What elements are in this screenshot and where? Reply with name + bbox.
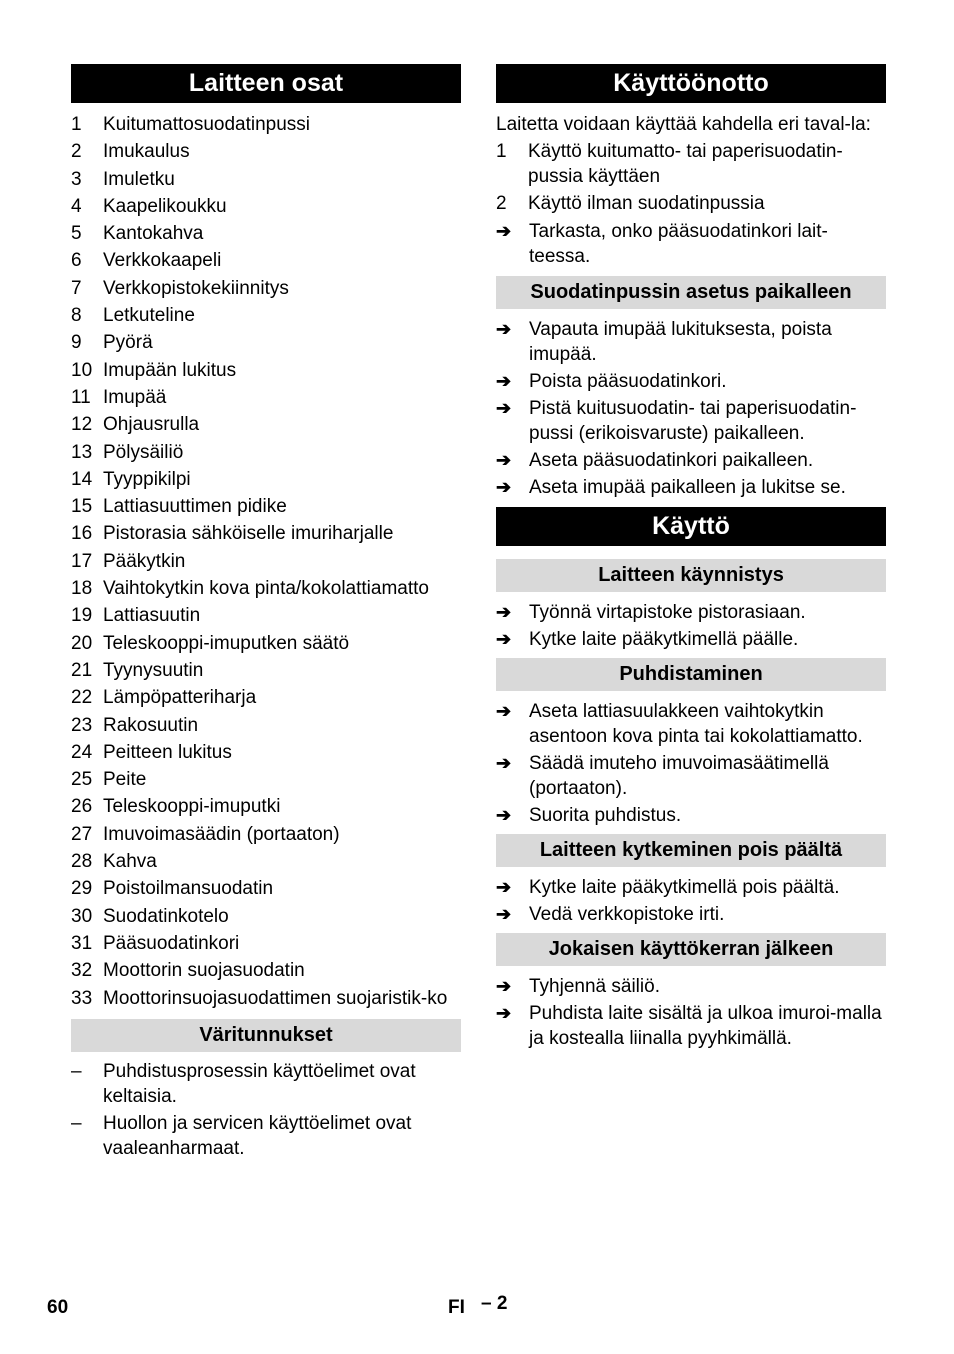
arrow-icon: ➔ [496, 804, 512, 825]
part-item [71, 276, 461, 301]
item-number: 19 [71, 605, 93, 627]
part-item [71, 303, 461, 328]
item-text: Kantokahva [103, 223, 204, 245]
item-number: 28 [71, 851, 93, 873]
item-number: 24 [71, 741, 93, 763]
item-text: Pölysäiliö [103, 441, 184, 463]
part-item [71, 412, 461, 437]
part-item [71, 713, 461, 738]
arrow-icon: ➔ [496, 903, 512, 924]
after-steps-list [496, 974, 886, 1051]
item-text: Puhdista laite sisältä ja ulkoa imuroi-malla ja kostealla liinalla pyyhkimällä. [529, 1002, 882, 1049]
item-text: Imukaulus [103, 141, 190, 163]
step-item [496, 369, 886, 394]
item-text: Työnnä virtapistoke pistorasiaan. [529, 601, 806, 623]
step-item [496, 902, 886, 927]
item-number: 8 [71, 305, 82, 327]
modes-list [496, 139, 886, 216]
step-item [496, 396, 886, 446]
step-item [496, 219, 886, 269]
item-text: Tyynysuutin [103, 659, 204, 681]
part-item [71, 385, 461, 410]
step-item [496, 751, 886, 801]
item-number: 26 [71, 796, 93, 818]
item-text: Aseta imupää paikalleen ja lukitse se. [529, 476, 846, 498]
item-text: Teleskooppi-imuputken säätö [103, 632, 350, 654]
step-item [496, 974, 886, 999]
part-item [71, 931, 461, 956]
check-list [496, 219, 886, 269]
item-number: 30 [71, 905, 93, 927]
item-text: Kytke laite pääkytkimellä pois päältä. [529, 876, 840, 898]
arrow-icon: ➔ [496, 628, 512, 649]
item-text: Puhdistusprosessin käyttöelimet ovat keltaisia. [103, 1060, 416, 1107]
part-item [71, 248, 461, 273]
arrow-icon: ➔ [496, 397, 512, 418]
item-text: Peitteen lukitus [103, 741, 232, 763]
part-item [71, 330, 461, 355]
step-item [496, 875, 886, 900]
item-text: Teleskooppi-imuputki [103, 796, 281, 818]
item-text: Vaihtokytkin kova pinta/kokolattiamatto [103, 578, 429, 600]
part-item [71, 467, 461, 492]
item-text: Ohjausrulla [103, 414, 200, 436]
arrow-icon: ➔ [496, 876, 512, 897]
item-text: Lattiasuuttimen pidike [103, 496, 287, 518]
item-text: Suorita puhdistus. [529, 804, 682, 826]
item-number: 17 [71, 550, 93, 572]
part-item [71, 740, 461, 765]
step-item [496, 1001, 886, 1051]
item-text: Kuitumattosuodatinpussi [103, 114, 311, 135]
item-number: 18 [71, 578, 93, 600]
item-text: Imupää [103, 386, 167, 408]
right-column [496, 64, 886, 1053]
part-item [71, 685, 461, 710]
section-title-startup: Käyttöönotto [496, 64, 886, 103]
arrow-icon: ➔ [496, 700, 512, 721]
item-text: Käyttö kuitumatto- tai paperisuodatin-pussia käyttäen [528, 141, 843, 187]
item-text: Pistä kuitusuodatin- tai paperisuodatin-pussi (erikoisvaruste) paikalleen. [529, 397, 857, 444]
item-number: 33 [71, 987, 93, 1009]
item-text: Huollon ja servicen käyttöelimet ovat vaaleanharmaat. [103, 1112, 412, 1159]
arrow-icon: ➔ [496, 476, 512, 497]
item-number: 22 [71, 687, 93, 709]
item-text: Vedä verkkopistoke irti. [529, 903, 725, 925]
item-text: Kahva [103, 851, 157, 873]
item-text: Peite [103, 769, 147, 791]
arrow-icon: ➔ [496, 370, 512, 391]
item-text: Imuvoimasäädin (portaaton) [103, 823, 340, 845]
arrow-icon: ➔ [496, 1002, 512, 1023]
step-item [496, 317, 886, 367]
part-item [71, 904, 461, 929]
step-item [496, 803, 886, 828]
item-number: 12 [71, 414, 93, 436]
part-item [71, 876, 461, 901]
item-number: 20 [71, 632, 93, 654]
left-column [71, 64, 461, 1163]
item-text: Kytke laite pääkytkimellä päälle. [529, 628, 799, 650]
part-item [71, 549, 461, 574]
item-text: Aseta lattiasuulakkeen vaihtokytkin asentoon kova pinta tai kokolattiamatto. [529, 700, 863, 747]
part-item [71, 358, 461, 383]
item-number: 23 [71, 714, 93, 736]
language-code: FI [448, 1297, 465, 1318]
step-item [496, 448, 886, 473]
arrow-icon: ➔ [496, 449, 512, 470]
mode-item [496, 139, 886, 189]
arrow-icon: ➔ [496, 975, 512, 996]
item-number: 14 [71, 468, 93, 490]
color-code-item [71, 1059, 461, 1109]
part-item [71, 167, 461, 192]
section-title-colors: Väritunnukset [71, 1019, 461, 1052]
section-title-off: Laitteen kytkeminen pois päältä [496, 834, 886, 867]
part-item [71, 849, 461, 874]
item-text: Tyyppikilpi [103, 468, 191, 490]
item-text: Verkkopistokekiinnitys [103, 277, 289, 299]
step-item [496, 475, 886, 500]
start-steps-list [496, 600, 886, 652]
section-title-operation: Käyttö [496, 507, 886, 546]
startup-intro: Laitetta voidaan käyttää kahdella eri taval-la: [496, 114, 871, 135]
clean-steps-list [496, 699, 886, 828]
part-item [71, 521, 461, 546]
item-number: 29 [71, 878, 93, 900]
item-number: 5 [71, 223, 82, 245]
item-text: Tarkasta, onko pääsuodatinkori lait-teessa. [529, 220, 828, 267]
item-number: 2 [71, 141, 82, 163]
item-number: 1 [71, 114, 82, 135]
sub-page-number: – 2 [481, 1293, 508, 1314]
step-item [496, 600, 886, 625]
part-item [71, 767, 461, 792]
step-item [496, 627, 886, 652]
arrow-icon: ➔ [496, 752, 512, 773]
item-text: Letkuteline [103, 305, 195, 327]
item-text: Verkkokaapeli [103, 250, 222, 272]
section-title-parts: Laitteen osat [71, 64, 461, 103]
item-text: Vapauta imupää lukituksesta, poista imupää. [529, 318, 832, 365]
part-item [71, 494, 461, 519]
part-item [71, 576, 461, 601]
item-number: 3 [71, 168, 82, 190]
off-steps-list [496, 875, 886, 927]
part-item [71, 958, 461, 983]
arrow-icon: ➔ [496, 318, 512, 339]
section-title-clean: Puhdistaminen [496, 658, 886, 691]
item-text: Tyhjennä säiliö. [529, 975, 660, 997]
step-item [496, 699, 886, 749]
item-number: 21 [71, 659, 93, 681]
item-text: Poistoilmansuodatin [103, 878, 274, 900]
item-text: Pyörä [103, 332, 153, 354]
item-number: 15 [71, 496, 93, 518]
item-text: Rakosuutin [103, 714, 199, 736]
section-title-start: Laitteen käynnistys [496, 559, 886, 592]
page-number: 60 [47, 1297, 69, 1318]
part-item [71, 631, 461, 656]
item-number: 7 [71, 277, 82, 299]
item-number: 27 [71, 823, 93, 845]
color-code-item [71, 1111, 461, 1161]
part-item [71, 603, 461, 628]
item-text: Käyttö ilman suodatinpussia [528, 193, 765, 215]
arrow-icon: ➔ [496, 220, 512, 241]
item-number: 6 [71, 250, 82, 272]
item-text: Lämpöpatteriharja [103, 687, 257, 709]
parts-list [71, 112, 461, 1011]
dash-marker: – [71, 1060, 82, 1082]
item-number: 16 [71, 523, 93, 545]
bag-steps-list [496, 317, 886, 500]
mode-item [496, 191, 886, 216]
item-number: 10 [71, 359, 93, 381]
item-text: Lattiasuutin [103, 605, 201, 627]
part-item [71, 440, 461, 465]
item-number: 31 [71, 932, 93, 954]
item-number: 32 [71, 960, 93, 982]
dash-marker: – [71, 1112, 82, 1134]
part-item [71, 822, 461, 847]
section-title-after: Jokaisen käyttökerran jälkeen [496, 933, 886, 966]
item-text: Pistorasia sähköiselle imuriharjalle [103, 523, 394, 545]
item-text: Poista pääsuodatinkori. [529, 370, 727, 392]
item-text: Kaapelikoukku [103, 195, 227, 217]
part-item [71, 112, 461, 137]
item-number: 11 [71, 386, 91, 408]
item-number: 1 [496, 141, 507, 162]
part-item [71, 658, 461, 683]
item-text: Säädä imuteho imuvoimasäätimellä (portaaton). [529, 752, 829, 799]
item-text: Pääsuodatinkori [103, 932, 240, 954]
part-item [71, 986, 461, 1011]
section-title-bag: Suodatinpussin asetus paikalleen [496, 276, 886, 309]
part-item [71, 794, 461, 819]
item-number: 2 [496, 193, 507, 215]
item-text: Moottorinsuojasuodattimen suojaristik-ko [103, 987, 448, 1009]
item-text: Imuletku [103, 168, 175, 190]
color-codes-list [71, 1059, 461, 1161]
arrow-icon: ➔ [496, 601, 512, 622]
item-text: Imupään lukitus [103, 359, 237, 381]
part-item [71, 221, 461, 246]
part-item [71, 139, 461, 164]
item-number: 4 [71, 195, 82, 217]
item-number: 25 [71, 769, 93, 791]
item-text: Moottorin suojasuodatin [103, 960, 305, 982]
item-number: 13 [71, 441, 93, 463]
item-text: Aseta pääsuodatinkori paikalleen. [529, 449, 814, 471]
item-text: Pääkytkin [103, 550, 186, 572]
part-item [71, 194, 461, 219]
item-number: 9 [71, 332, 82, 354]
item-text: Suodatinkotelo [103, 905, 229, 927]
